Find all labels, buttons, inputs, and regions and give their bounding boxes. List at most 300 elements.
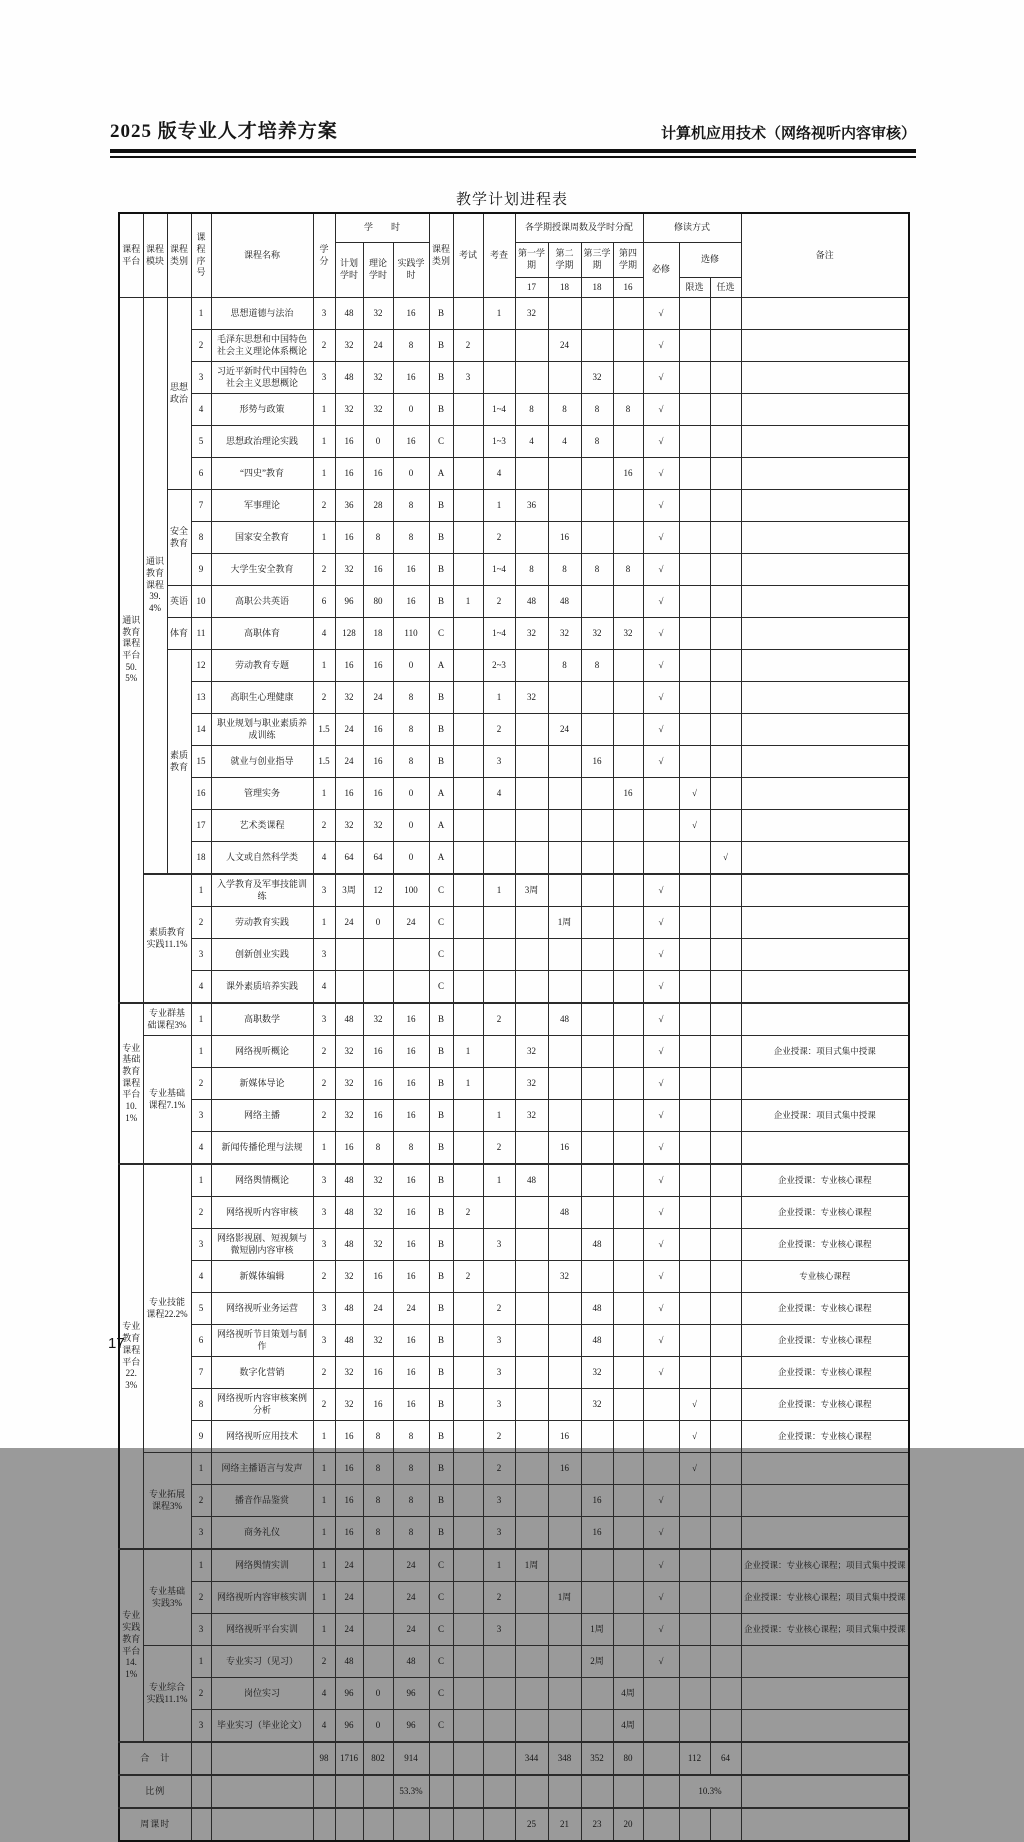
remark-cell: 企业授课：专业核心课程 (741, 1421, 909, 1453)
remark-cell: 企业授课：专业核心课程；项目式集中授课 (741, 1614, 909, 1646)
data-cell (313, 1775, 335, 1808)
data-cell (710, 618, 741, 650)
data-cell (548, 971, 581, 1004)
data-cell: 1 (191, 874, 211, 907)
table-row (119, 458, 909, 490)
data-cell: 16 (363, 778, 393, 810)
platform-label-cell: 专业教育课程平台22.3% (119, 1164, 143, 1549)
data-cell (548, 1775, 581, 1808)
data-cell (191, 1742, 211, 1775)
data-cell (679, 426, 710, 458)
header-course-platform: 课程平台 (119, 213, 143, 298)
data-cell (581, 874, 613, 907)
checkmark-cell: √ (643, 650, 679, 682)
data-cell (679, 1325, 710, 1357)
header-course-name: 课程名称 (211, 213, 313, 298)
data-cell (548, 1325, 581, 1357)
data-cell (581, 1068, 613, 1100)
data-cell: 1716 (335, 1742, 363, 1775)
data-cell (710, 1678, 741, 1710)
data-cell: 1 (483, 490, 515, 522)
data-cell: 16 (393, 1389, 429, 1421)
remark-cell (741, 778, 909, 810)
course-name-cell: 网络视听概论 (211, 1036, 313, 1068)
data-cell (710, 426, 741, 458)
data-cell (483, 1068, 515, 1100)
table-row (119, 714, 909, 746)
data-cell (710, 1357, 741, 1389)
data-cell: 24 (393, 1582, 429, 1614)
data-cell: 8 (363, 1517, 393, 1550)
data-cell: 8 (363, 1485, 393, 1517)
data-cell: 32 (548, 1261, 581, 1293)
data-cell: 32 (335, 1036, 363, 1068)
data-cell (710, 907, 741, 939)
data-cell (548, 1614, 581, 1646)
data-cell: 1 (313, 522, 335, 554)
data-cell: 8 (393, 330, 429, 362)
data-cell: C (429, 874, 453, 907)
table-row (119, 1549, 909, 1582)
data-cell (548, 1549, 581, 1582)
data-cell (643, 1389, 679, 1421)
data-cell: 1 (313, 1453, 335, 1485)
data-cell: 16 (581, 1517, 613, 1550)
data-cell (679, 971, 710, 1004)
remark-cell (741, 554, 909, 586)
data-cell (453, 778, 483, 810)
data-cell (453, 650, 483, 682)
data-cell (548, 939, 581, 971)
data-cell: 16 (393, 554, 429, 586)
data-cell: 2 (313, 810, 335, 842)
data-cell: 2 (313, 554, 335, 586)
data-cell (613, 1197, 643, 1229)
data-cell: 16 (363, 1100, 393, 1132)
data-cell (453, 298, 483, 330)
data-cell (453, 1549, 483, 1582)
checkmark-cell: √ (643, 1132, 679, 1165)
data-cell (453, 426, 483, 458)
module-label-cell: 通识教育课程39.4% (143, 298, 167, 875)
data-cell: 2 (483, 1003, 515, 1036)
data-cell: 8 (363, 1421, 393, 1453)
remark-cell (741, 1775, 909, 1808)
course-name-cell: 毛泽东思想和中国特色社会主义理论体系概论 (211, 330, 313, 362)
data-cell (515, 810, 548, 842)
data-cell: 2 (191, 1582, 211, 1614)
data-cell: 348 (548, 1742, 581, 1775)
data-cell (515, 1421, 548, 1453)
data-cell: 1 (483, 1100, 515, 1132)
data-cell (613, 1775, 643, 1808)
table-row (119, 746, 909, 778)
table-row (119, 362, 909, 394)
data-cell: 32 (335, 1261, 363, 1293)
data-cell: 3周 (335, 874, 363, 907)
data-cell: 48 (335, 1646, 363, 1678)
checkmark-cell: √ (643, 1164, 679, 1197)
table-row (119, 1357, 909, 1389)
data-cell: 32 (581, 618, 613, 650)
remark-cell (741, 810, 909, 842)
header-semester-group: 各学期授课周数及学时分配 (515, 213, 643, 243)
data-cell (710, 1229, 741, 1261)
data-cell: 16 (581, 746, 613, 778)
checkmark-cell: √ (643, 971, 679, 1004)
data-cell (335, 939, 363, 971)
data-cell (613, 1389, 643, 1421)
data-cell: 1 (483, 682, 515, 714)
data-cell (679, 298, 710, 330)
checkmark-cell: √ (643, 682, 679, 714)
data-cell: 5 (191, 426, 211, 458)
data-cell: 2 (191, 1678, 211, 1710)
data-cell (679, 714, 710, 746)
data-cell: 16 (393, 1164, 429, 1197)
course-name-cell: 网络舆情实训 (211, 1549, 313, 1582)
table-row (119, 1678, 909, 1710)
data-cell (613, 874, 643, 907)
data-cell: 16 (363, 746, 393, 778)
data-cell: 16 (335, 458, 363, 490)
data-cell (548, 1517, 581, 1550)
data-cell: B (429, 714, 453, 746)
data-cell: 24 (363, 1293, 393, 1325)
data-cell: 16 (393, 298, 429, 330)
data-cell: 8 (191, 522, 211, 554)
data-cell (679, 939, 710, 971)
data-cell (710, 746, 741, 778)
data-cell (515, 1678, 548, 1710)
data-cell: 48 (548, 1197, 581, 1229)
data-cell (453, 1132, 483, 1165)
data-cell (453, 1003, 483, 1036)
data-cell (453, 490, 483, 522)
data-cell (515, 1582, 548, 1614)
remark-cell (741, 939, 909, 971)
course-name-cell: 网络影视剧、短视频与微短剧内容审核 (211, 1229, 313, 1261)
data-cell (710, 1389, 741, 1421)
data-cell (453, 810, 483, 842)
data-cell (581, 1164, 613, 1197)
header-limited: 限选 (679, 278, 710, 298)
data-cell: 48 (548, 1003, 581, 1036)
data-cell (581, 971, 613, 1004)
data-cell: 16 (335, 426, 363, 458)
checkmark-cell: √ (679, 1453, 710, 1485)
data-cell (453, 1517, 483, 1550)
data-cell: 16 (548, 522, 581, 554)
data-cell (679, 1582, 710, 1614)
table-row (119, 1614, 909, 1646)
data-cell (613, 810, 643, 842)
data-cell: 48 (548, 586, 581, 618)
table-row (119, 1517, 909, 1550)
data-cell (613, 1453, 643, 1485)
data-cell: 24 (393, 1549, 429, 1582)
remark-cell (741, 1485, 909, 1517)
remark-cell: 企业授课：项目式集中授课 (741, 1036, 909, 1068)
data-cell: 2 (313, 1036, 335, 1068)
table-row (119, 298, 909, 330)
data-cell (363, 1614, 393, 1646)
data-cell: 9 (191, 554, 211, 586)
data-cell: 16 (335, 1453, 363, 1485)
data-cell (581, 939, 613, 971)
table-row (119, 1485, 909, 1517)
course-name-cell: 网络视听业务运营 (211, 1293, 313, 1325)
data-cell: 4周 (613, 1678, 643, 1710)
data-cell (429, 1742, 453, 1775)
table-row (119, 971, 909, 1004)
data-cell (613, 939, 643, 971)
data-cell (643, 1421, 679, 1453)
course-name-cell: 高职体育 (211, 618, 313, 650)
data-cell: 48 (335, 1325, 363, 1357)
data-cell (581, 1775, 613, 1808)
table-row (119, 394, 909, 426)
remark-cell (741, 714, 909, 746)
data-cell: 16 (393, 426, 429, 458)
data-cell (710, 1710, 741, 1743)
remark-cell (741, 362, 909, 394)
data-cell: 16 (335, 650, 363, 682)
data-cell: 3 (483, 1357, 515, 1389)
data-cell: 4 (191, 1132, 211, 1165)
data-cell: 2 (453, 1261, 483, 1293)
data-cell: 8 (191, 1389, 211, 1421)
data-cell (613, 1036, 643, 1068)
data-cell: 16 (393, 1197, 429, 1229)
data-cell (515, 746, 548, 778)
data-cell (453, 618, 483, 650)
remark-cell (741, 1068, 909, 1100)
data-cell (710, 1808, 741, 1841)
data-cell: 24 (393, 1293, 429, 1325)
data-cell: 8 (548, 554, 581, 586)
page-number: 17 (108, 1335, 125, 1352)
data-cell: 3 (313, 1229, 335, 1261)
data-cell (613, 842, 643, 875)
data-cell (679, 586, 710, 618)
data-cell (515, 1003, 548, 1036)
table-row (119, 426, 909, 458)
course-name-cell: 劳动教育专题 (211, 650, 313, 682)
data-cell: 0 (393, 842, 429, 875)
table-row (119, 1036, 909, 1068)
data-cell: 2 (483, 714, 515, 746)
data-cell: 48 (335, 298, 363, 330)
course-name-cell: 新媒体编辑 (211, 1261, 313, 1293)
data-cell (581, 682, 613, 714)
data-cell: 23 (581, 1808, 613, 1841)
course-name-cell: 入学教育及军事技能训练 (211, 874, 313, 907)
data-cell: 2 (483, 586, 515, 618)
data-cell (483, 1261, 515, 1293)
data-cell: 1 (191, 1646, 211, 1678)
data-cell (710, 1261, 741, 1293)
data-cell: 16 (393, 1229, 429, 1261)
data-cell (613, 971, 643, 1004)
header-sem1: 第一学期 (515, 243, 548, 278)
data-cell: 96 (393, 1678, 429, 1710)
course-name-cell: 网络视听内容审核实训 (211, 1582, 313, 1614)
summary-label-cell: 周课时 (119, 1808, 191, 1841)
data-cell: 17 (191, 810, 211, 842)
checkmark-cell: √ (643, 618, 679, 650)
data-cell (679, 618, 710, 650)
data-cell (710, 1164, 741, 1197)
data-cell: 21 (548, 1808, 581, 1841)
remark-cell (741, 1710, 909, 1743)
data-cell: 1 (483, 298, 515, 330)
checkmark-cell: √ (643, 426, 679, 458)
data-cell: 1 (453, 1068, 483, 1100)
remark-cell (741, 490, 909, 522)
data-cell: 3 (191, 1710, 211, 1743)
data-cell (453, 1808, 483, 1841)
header-sem3: 第三学期 (581, 243, 613, 278)
data-cell (515, 778, 548, 810)
data-cell (679, 362, 710, 394)
module-label-cell: 专业技能课程22.2% (143, 1164, 191, 1453)
data-cell: B (429, 1453, 453, 1485)
data-cell (515, 1646, 548, 1678)
data-cell: 16 (393, 1261, 429, 1293)
checkmark-cell: √ (679, 810, 710, 842)
data-cell (515, 907, 548, 939)
data-cell (548, 1100, 581, 1132)
data-cell (613, 1164, 643, 1197)
data-cell (679, 1614, 710, 1646)
data-cell: 4 (483, 778, 515, 810)
table-row (119, 874, 909, 907)
data-cell: 32 (363, 362, 393, 394)
data-cell (679, 1678, 710, 1710)
data-cell (335, 1775, 363, 1808)
course-name-cell: 习近平新时代中国特色社会主义思想概论 (211, 362, 313, 394)
data-cell (643, 1453, 679, 1485)
table-row (119, 330, 909, 362)
data-cell: 16 (548, 1132, 581, 1165)
data-cell: 32 (335, 554, 363, 586)
data-cell: C (429, 939, 453, 971)
data-cell (515, 1357, 548, 1389)
checkmark-cell: √ (643, 1549, 679, 1582)
data-cell: 0 (393, 810, 429, 842)
data-cell: 16 (548, 1421, 581, 1453)
data-cell: 1.5 (313, 714, 335, 746)
table-row (119, 1261, 909, 1293)
table-row (119, 1197, 909, 1229)
data-cell: B (429, 1068, 453, 1100)
data-cell (515, 1261, 548, 1293)
data-cell: 16 (548, 1453, 581, 1485)
remark-cell: 企业授课：专业核心课程；项目式集中授课 (741, 1582, 909, 1614)
data-cell: 18 (191, 842, 211, 875)
data-cell: 344 (515, 1742, 548, 1775)
data-cell: 1 (191, 1549, 211, 1582)
data-cell (483, 1197, 515, 1229)
data-cell (453, 1421, 483, 1453)
data-cell: 48 (335, 1164, 363, 1197)
data-cell: 32 (363, 1325, 393, 1357)
data-cell (679, 842, 710, 875)
data-cell (679, 682, 710, 714)
data-cell (453, 1614, 483, 1646)
data-cell: C (429, 907, 453, 939)
data-cell: A (429, 842, 453, 875)
data-cell: 4 (313, 971, 335, 1004)
data-cell: 2 (483, 1293, 515, 1325)
data-cell (710, 778, 741, 810)
data-cell (453, 971, 483, 1004)
data-cell: 1 (313, 1485, 335, 1517)
data-cell: 3 (483, 1614, 515, 1646)
data-cell (613, 650, 643, 682)
data-cell (313, 1808, 335, 1841)
data-cell: 32 (581, 1357, 613, 1389)
data-cell: 24 (393, 1614, 429, 1646)
data-cell: B (429, 1421, 453, 1453)
data-cell: A (429, 810, 453, 842)
remark-cell (741, 907, 909, 939)
data-cell: 1周 (548, 1582, 581, 1614)
header-optional: 任选 (710, 278, 741, 298)
data-cell: 16 (393, 1325, 429, 1357)
data-cell: B (429, 1132, 453, 1165)
data-cell: 3 (313, 362, 335, 394)
table-row (119, 778, 909, 810)
data-cell (710, 714, 741, 746)
data-cell: 16 (335, 1421, 363, 1453)
remark-cell (741, 971, 909, 1004)
data-cell: 1~4 (483, 554, 515, 586)
data-cell (581, 1549, 613, 1582)
data-cell: 4周 (613, 1710, 643, 1743)
data-cell (483, 1742, 515, 1775)
data-cell (453, 746, 483, 778)
module-label-cell: 专业基础课程7.1% (143, 1036, 191, 1165)
data-cell: 3周 (515, 874, 548, 907)
data-cell: 1 (453, 586, 483, 618)
checkmark-cell: √ (643, 1003, 679, 1036)
data-cell (453, 1775, 483, 1808)
data-cell: 48 (515, 1164, 548, 1197)
data-cell (679, 394, 710, 426)
data-cell (548, 1229, 581, 1261)
data-cell: 80 (363, 586, 393, 618)
course-name-cell: 网络视听平台实训 (211, 1614, 313, 1646)
data-cell (581, 1678, 613, 1710)
data-cell (710, 810, 741, 842)
table-row (119, 842, 909, 875)
data-cell: 98 (313, 1742, 335, 1775)
course-name-cell (211, 1775, 313, 1808)
data-cell (335, 971, 363, 1004)
data-cell: 64 (363, 842, 393, 875)
data-cell: 1 (453, 1036, 483, 1068)
data-cell: B (429, 746, 453, 778)
data-cell (613, 298, 643, 330)
data-cell: 8 (393, 714, 429, 746)
data-cell: 24 (363, 682, 393, 714)
course-name-cell: 岗位实习 (211, 1678, 313, 1710)
data-cell (581, 1197, 613, 1229)
module-label-cell: 专业基础实践3% (143, 1549, 191, 1646)
data-cell (515, 1775, 548, 1808)
